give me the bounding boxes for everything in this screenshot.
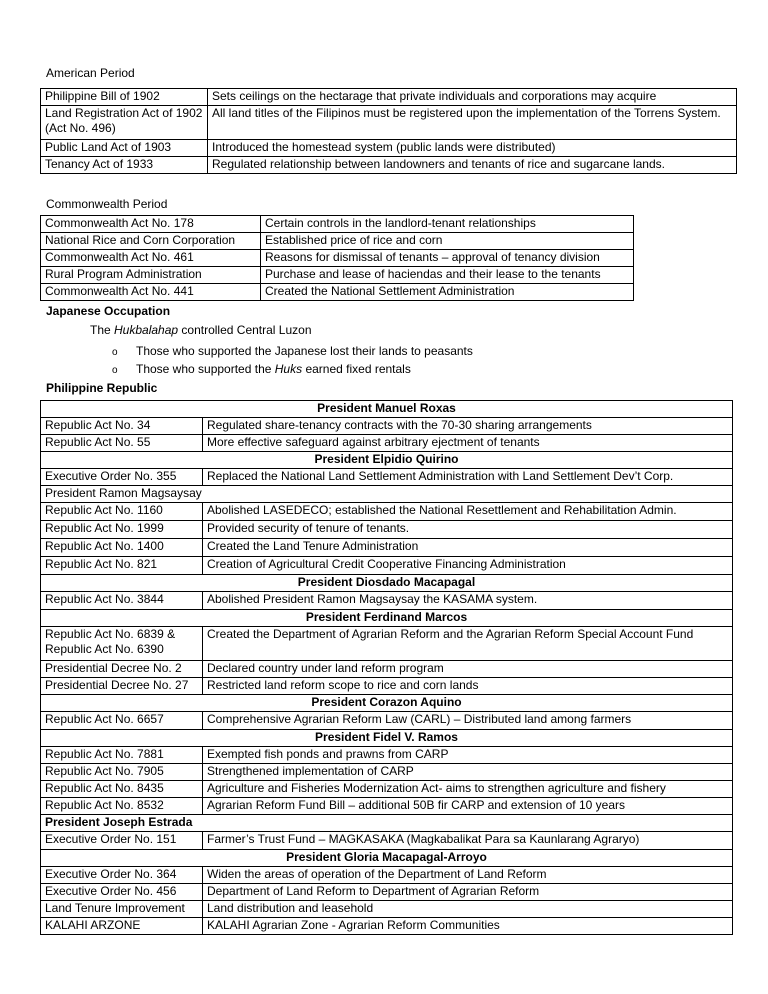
law-name: Republic Act No. 7905 <box>41 764 203 781</box>
table-row <box>41 592 733 610</box>
table-row <box>41 747 733 764</box>
president-row <box>41 815 733 832</box>
law-name: Republic Act No. 1160 <box>41 503 203 521</box>
president-row <box>41 730 733 747</box>
president-row <box>41 610 733 627</box>
law-name: Presidential Decree No. 27 <box>41 678 203 695</box>
table-row <box>41 781 733 798</box>
law-name: Republic Act No. 1400 <box>41 539 203 557</box>
president-name: President Corazon Aquino <box>41 695 733 712</box>
table-row <box>41 106 737 140</box>
law-description: Provided security of tenure of tenants. <box>203 521 733 539</box>
law-description: Widen the areas of operation of the Department of Land Reform <box>203 867 733 884</box>
japanese-occupation-heading: Japanese Occupation <box>46 304 171 318</box>
president-row <box>41 452 733 469</box>
law-name: Republic Act No. 7881 <box>41 747 203 764</box>
law-name: Land Registration Act of 1902 (Act No. 496) <box>41 106 208 140</box>
law-name: Republic Act No. 8435 <box>41 781 203 798</box>
law-name: Republic Act No. 1999 <box>41 521 203 539</box>
law-description: Abolished LASEDECO; established the National Resettlement and Rehabilitation Admin. <box>203 503 733 521</box>
table-row <box>41 627 733 661</box>
law-description: Abolished President Ramon Magsaysay the KASAMA system. <box>203 592 733 610</box>
law-description: Agriculture and Fisheries Modernization Act- aims to strengthen agriculture and fishery <box>203 781 733 798</box>
table-row <box>41 867 733 884</box>
law-description: Replaced the National Land Settlement Administration with Land Settlement Dev’t Corp. <box>203 469 733 486</box>
law-name: Republic Act No. 34 <box>41 418 203 435</box>
japanese-occupation-line: The Hukbalahap controlled Central Luzon <box>90 323 312 337</box>
table-row <box>41 901 733 918</box>
table-row <box>41 267 634 284</box>
commonwealth-period-heading: Commonwealth Period <box>46 197 168 211</box>
law-name: Tenancy Act of 1933 <box>41 157 208 174</box>
law-description: KALAHI Agrarian Zone - Agrarian Reform Communities <box>203 918 733 935</box>
president-row <box>41 401 733 418</box>
law-name: Republic Act No. 6839 & Republic Act No. 6390 <box>41 627 203 661</box>
table-row <box>41 418 733 435</box>
commonwealth-period-table <box>40 215 634 301</box>
table-row <box>41 539 733 557</box>
table-row <box>41 469 733 486</box>
huks-term: Huks <box>274 362 303 376</box>
philippine-republic-heading: Philippine Republic <box>46 381 158 395</box>
president-name: President Diosdado Macapagal <box>41 575 733 592</box>
hukbalahap-term: Hukbalahap <box>114 323 179 337</box>
law-description: Comprehensive Agrarian Reform Law (CARL) – Distributed land among farmers <box>203 712 733 730</box>
president-name: President Elpidio Quirino <box>41 452 733 469</box>
table-row <box>41 233 634 250</box>
law-description: Reasons for dismissal of tenants – approval of tenancy division <box>261 250 634 267</box>
law-name: Executive Order No. 355 <box>41 469 203 486</box>
law-description: Created the Land Tenure Administration <box>203 539 733 557</box>
table-row <box>41 216 634 233</box>
law-description: All land titles of the Filipinos must be registered upon the implementation of the Torrens System. <box>208 106 737 140</box>
table-row <box>41 918 733 935</box>
table-row <box>41 521 733 539</box>
president-row <box>41 695 733 712</box>
law-description: Farmer’s Trust Fund – MAGKASAKA (Magkabalikat Para sa Kaunlarang Agraryo) <box>203 832 733 850</box>
table-row <box>41 884 733 901</box>
law-name: Commonwealth Act No. 178 <box>41 216 261 233</box>
law-name: Commonwealth Act No. 461 <box>41 250 261 267</box>
law-name: Republic Act No. 821 <box>41 557 203 575</box>
law-description: Regulated share-tenancy contracts with the 70-30 sharing arrangements <box>203 418 733 435</box>
president-name: President Fidel V. Ramos <box>41 730 733 747</box>
law-name: National Rice and Corn Corporation <box>41 233 261 250</box>
president-name: President Ferdinand Marcos <box>41 610 733 627</box>
table-row <box>41 89 737 106</box>
law-name: Republic Act No. 55 <box>41 435 203 452</box>
law-description: Land distribution and leasehold <box>203 901 733 918</box>
president-name: President Manuel Roxas <box>41 401 733 418</box>
table-row <box>41 798 733 815</box>
table-row <box>41 712 733 730</box>
table-row <box>41 435 733 452</box>
law-description: Established price of rice and corn <box>261 233 634 250</box>
law-description: Introduced the homestead system (public lands were distributed) <box>208 140 737 157</box>
law-description: Purchase and lease of haciendas and their lease to the tenants <box>261 267 634 284</box>
law-description: More effective safeguard against arbitrary ejectment of tenants <box>203 435 733 452</box>
president-row <box>41 486 733 503</box>
law-name: Rural Program Administration <box>41 267 261 284</box>
list-item: o Those who supported the Japanese lost their lands to peasants <box>112 342 473 362</box>
law-description: Restricted land reform scope to rice and corn lands <box>203 678 733 695</box>
table-row <box>41 661 733 678</box>
table-row <box>41 764 733 781</box>
law-name: Land Tenure Improvement <box>41 901 203 918</box>
table-row <box>41 678 733 695</box>
law-name: Executive Order No. 364 <box>41 867 203 884</box>
president-row <box>41 850 733 867</box>
law-name: Public Land Act of 1903 <box>41 140 208 157</box>
table-row <box>41 157 737 174</box>
american-period-heading: American Period <box>46 66 135 80</box>
list-item: o Those who supported the Huks earned fixed rentals <box>112 360 411 380</box>
american-period-table <box>40 88 737 174</box>
law-description: Exempted fish ponds and prawns from CARP <box>203 747 733 764</box>
bullet-marker: o <box>112 347 118 358</box>
table-row <box>41 557 733 575</box>
law-description: Certain controls in the landlord-tenant relationships <box>261 216 634 233</box>
law-description: Created the National Settlement Administration <box>261 284 634 301</box>
law-description: Department of Land Reform to Department of Agrarian Reform <box>203 884 733 901</box>
law-name: Executive Order No. 456 <box>41 884 203 901</box>
law-description: Created the Department of Agrarian Reform and the Agrarian Reform Special Account Fund <box>203 627 733 661</box>
law-description: Strengthened implementation of CARP <box>203 764 733 781</box>
bullet-marker: o <box>112 365 118 376</box>
law-name: Presidential Decree No. 2 <box>41 661 203 678</box>
law-description: Creation of Agricultural Credit Cooperative Financing Administration <box>203 557 733 575</box>
law-description: Regulated relationship between landowners and tenants of rice and sugarcane lands. <box>208 157 737 174</box>
law-name: Philippine Bill of 1902 <box>41 89 208 106</box>
law-name: Executive Order No. 151 <box>41 832 203 850</box>
law-name: Republic Act No. 8532 <box>41 798 203 815</box>
president-row <box>41 575 733 592</box>
president-name: President Gloria Macapagal-Arroyo <box>41 850 733 867</box>
law-name: Republic Act No. 3844 <box>41 592 203 610</box>
law-name: Republic Act No. 6657 <box>41 712 203 730</box>
table-row <box>41 503 733 521</box>
law-name: Commonwealth Act No. 441 <box>41 284 261 301</box>
table-row <box>41 284 634 301</box>
law-description: Agrarian Reform Fund Bill – additional 50B fir CARP and extension of 10 years <box>203 798 733 815</box>
table-row <box>41 250 634 267</box>
law-description: Declared country under land reform program <box>203 661 733 678</box>
president-name: President Joseph Estrada <box>41 815 733 832</box>
philippine-republic-table <box>40 400 733 935</box>
president-name: President Ramon Magsaysay <box>41 486 733 503</box>
table-row <box>41 832 733 850</box>
law-description: Sets ceilings on the hectarage that private individuals and corporations may acquire <box>208 89 737 106</box>
law-name: KALAHI ARZONE <box>41 918 203 935</box>
table-row <box>41 140 737 157</box>
